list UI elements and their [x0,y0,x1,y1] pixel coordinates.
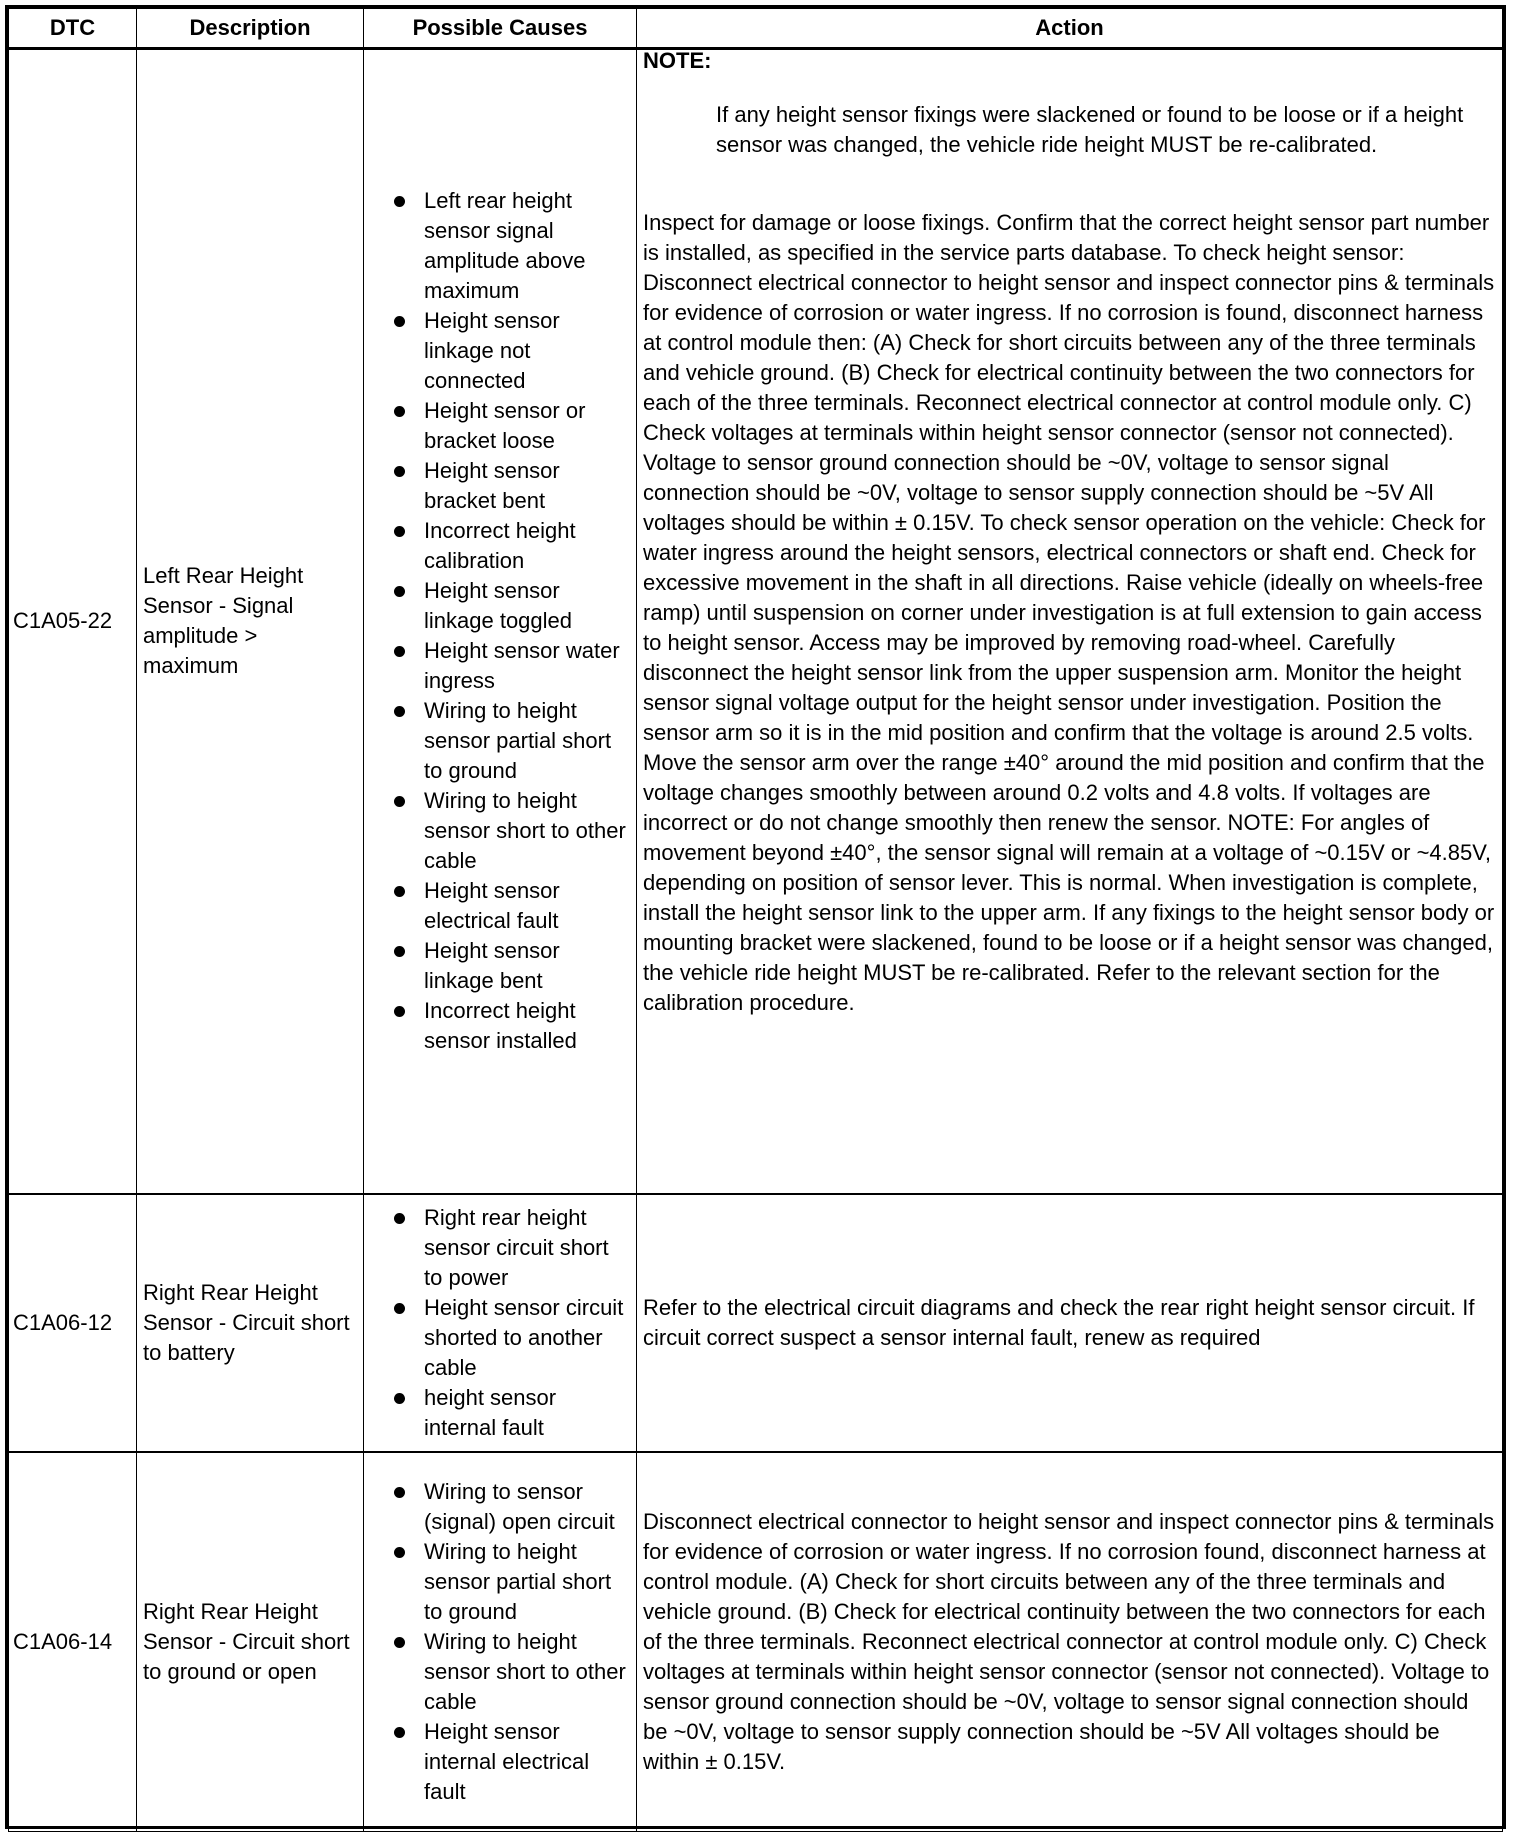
dtc-description: Right Rear Height Sensor - Circuit short to battery [137,1194,364,1452]
cause-item: Height sensor internal electrical fault [392,1717,630,1807]
possible-causes-cell [364,1452,637,1832]
header-action: Action [637,9,1503,49]
cause-item: Height sensor electrical fault [392,876,630,936]
cause-item: Height sensor circuit shorted to another cable [392,1293,630,1383]
header-row [9,9,1503,49]
cause-item: Wiring to height sensor partial short to ground [392,1537,630,1627]
cause-item: Incorrect height calibration [392,516,630,576]
dtc-table-grid [8,8,1503,1832]
action-cell [637,49,1503,1194]
cause-item: Incorrect height sensor installed [392,996,630,1056]
causes-list [370,1203,630,1443]
dtc-code: C1A06-12 [9,1194,137,1452]
dtc-description: Right Rear Height Sensor - Circuit short to ground or open [137,1452,364,1832]
cause-item: Height sensor bracket bent [392,456,630,516]
action-text: Refer to the electrical circuit diagrams and check the rear right height sensor circuit. If circuit correct suspect a sensor internal fault, renew as required [643,1294,1475,1350]
cause-item: Height sensor or bracket loose [392,396,630,456]
dtc-code: C1A05-22 [9,49,137,1194]
cause-item: Wiring to height sensor partial short to ground [392,696,630,786]
action-text: Inspect for damage or loose fixings. Confirm that the correct height sensor part number is installed, as specified in the service parts database. To check height sensor: Disconnect electrical connector to height sensor and inspect connector pins & terminals for evidence of corrosion or water ingress. If no corrosion is found, disconnect harness at control module then: (A) Check for short circuits between any of the three terminals and vehicle ground. (B) Check for electrical continuity between the two connectors for each of the three terminals. Reconnect electrical connector at control module only. C) Check voltages at terminals within height sensor connector (sensor not connected). Voltage to sensor ground connection should be ~0V, voltage to sensor signal connection should be ~0V, voltage to sensor supply connection should be ~5V All voltages should be within ± 0.15V. To check sensor operation on the vehicle: Check for water ingress around the height sensors, electrical connectors or shaft end. Check for excessive movement in the shaft in all directions. Raise vehicle (ideally on wheels-free ramp) until suspension on corner under investigation is at full extension to gain access to height sensor. Access may be improved by removing road-wheel. Carefully disconnect the height sensor link from the upper suspension arm. Monitor the height sensor signal voltage output for the height sensor under investigation. Position the sensor arm so it is in the mid position and confirm that the voltage is around 2.5 volts. Move the sensor arm over the range ±40° around the mid position and confirm that the voltage changes smoothly between around 0.2 volts and 4.8 volts. If voltages are incorrect or do not change smoothly then renew the sensor. NOTE: For angles of movement beyond ±40°, the sensor signal will remain at a voltage of ~0.15V or ~4.85V, depending on position of sensor lever. This is normal. When investigation is complete, install the height sensor link to the upper arm. If any fixings to the height sensor body or mounting bracket were slackened, found to be loose or if a height sensor was changed, the vehicle ride height MUST be re-calibrated. Refer to the relevant section for the calibration procedure. [643,210,1495,1015]
cause-item: Height sensor linkage not connected [392,306,630,396]
action-cell [637,1452,1503,1832]
header-dtc: DTC [9,9,137,49]
causes-list [370,1477,630,1807]
header-possible-causes: Possible Causes [364,9,637,49]
cause-item: Height sensor water ingress [392,636,630,696]
cause-item: Wiring to sensor (signal) open circuit [392,1477,630,1537]
dtc-description: Left Rear Height Sensor - Signal amplitude > maximum [137,49,364,1194]
possible-causes-cell [364,49,637,1194]
cause-item: Left rear height sensor signal amplitude above maximum [392,186,630,306]
table-row [9,1452,1503,1832]
cause-item: height sensor internal fault [392,1383,630,1443]
cause-item: Wiring to height sensor short to other cable [392,786,630,876]
possible-causes-cell [364,1194,637,1452]
cause-item: Right rear height sensor circuit short to power [392,1203,630,1293]
dtc-code: C1A06-14 [9,1452,137,1832]
cause-item: Height sensor linkage bent [392,936,630,996]
dtc-table [5,5,1506,1829]
header-description: Description [137,9,364,49]
table-row [9,49,1503,1194]
cause-item: Wiring to height sensor short to other cable [392,1627,630,1717]
note-text: If any height sensor fixings were slackened or found to be loose or if a height sensor was changed, the vehicle ride height MUST be re-calibrated. [716,102,1464,157]
action-text: Disconnect electrical connector to height sensor and inspect connector pins & terminals for evidence of corrosion or water ingress. If no corrosion found, disconnect harness at control module. (A) Check for short circuits between any of the three terminals and vehicle ground. (B) Check for electrical continuity between the two connectors for each of the three terminals. Reconnect electrical connector at control module only. C) Check voltages at terminals within height sensor connector (sensor not connected). Voltage to sensor ground connection should be ~0V, voltage to sensor signal connection should be ~0V, voltage to sensor supply connection should be ~5V All voltages should be within ± 0.15V. [643,1508,1495,1774]
table-row [9,1194,1503,1452]
note-label: NOTE: [643,48,712,73]
action-cell [637,1194,1503,1452]
cause-item: Height sensor linkage toggled [392,576,630,636]
causes-list [370,186,630,1056]
